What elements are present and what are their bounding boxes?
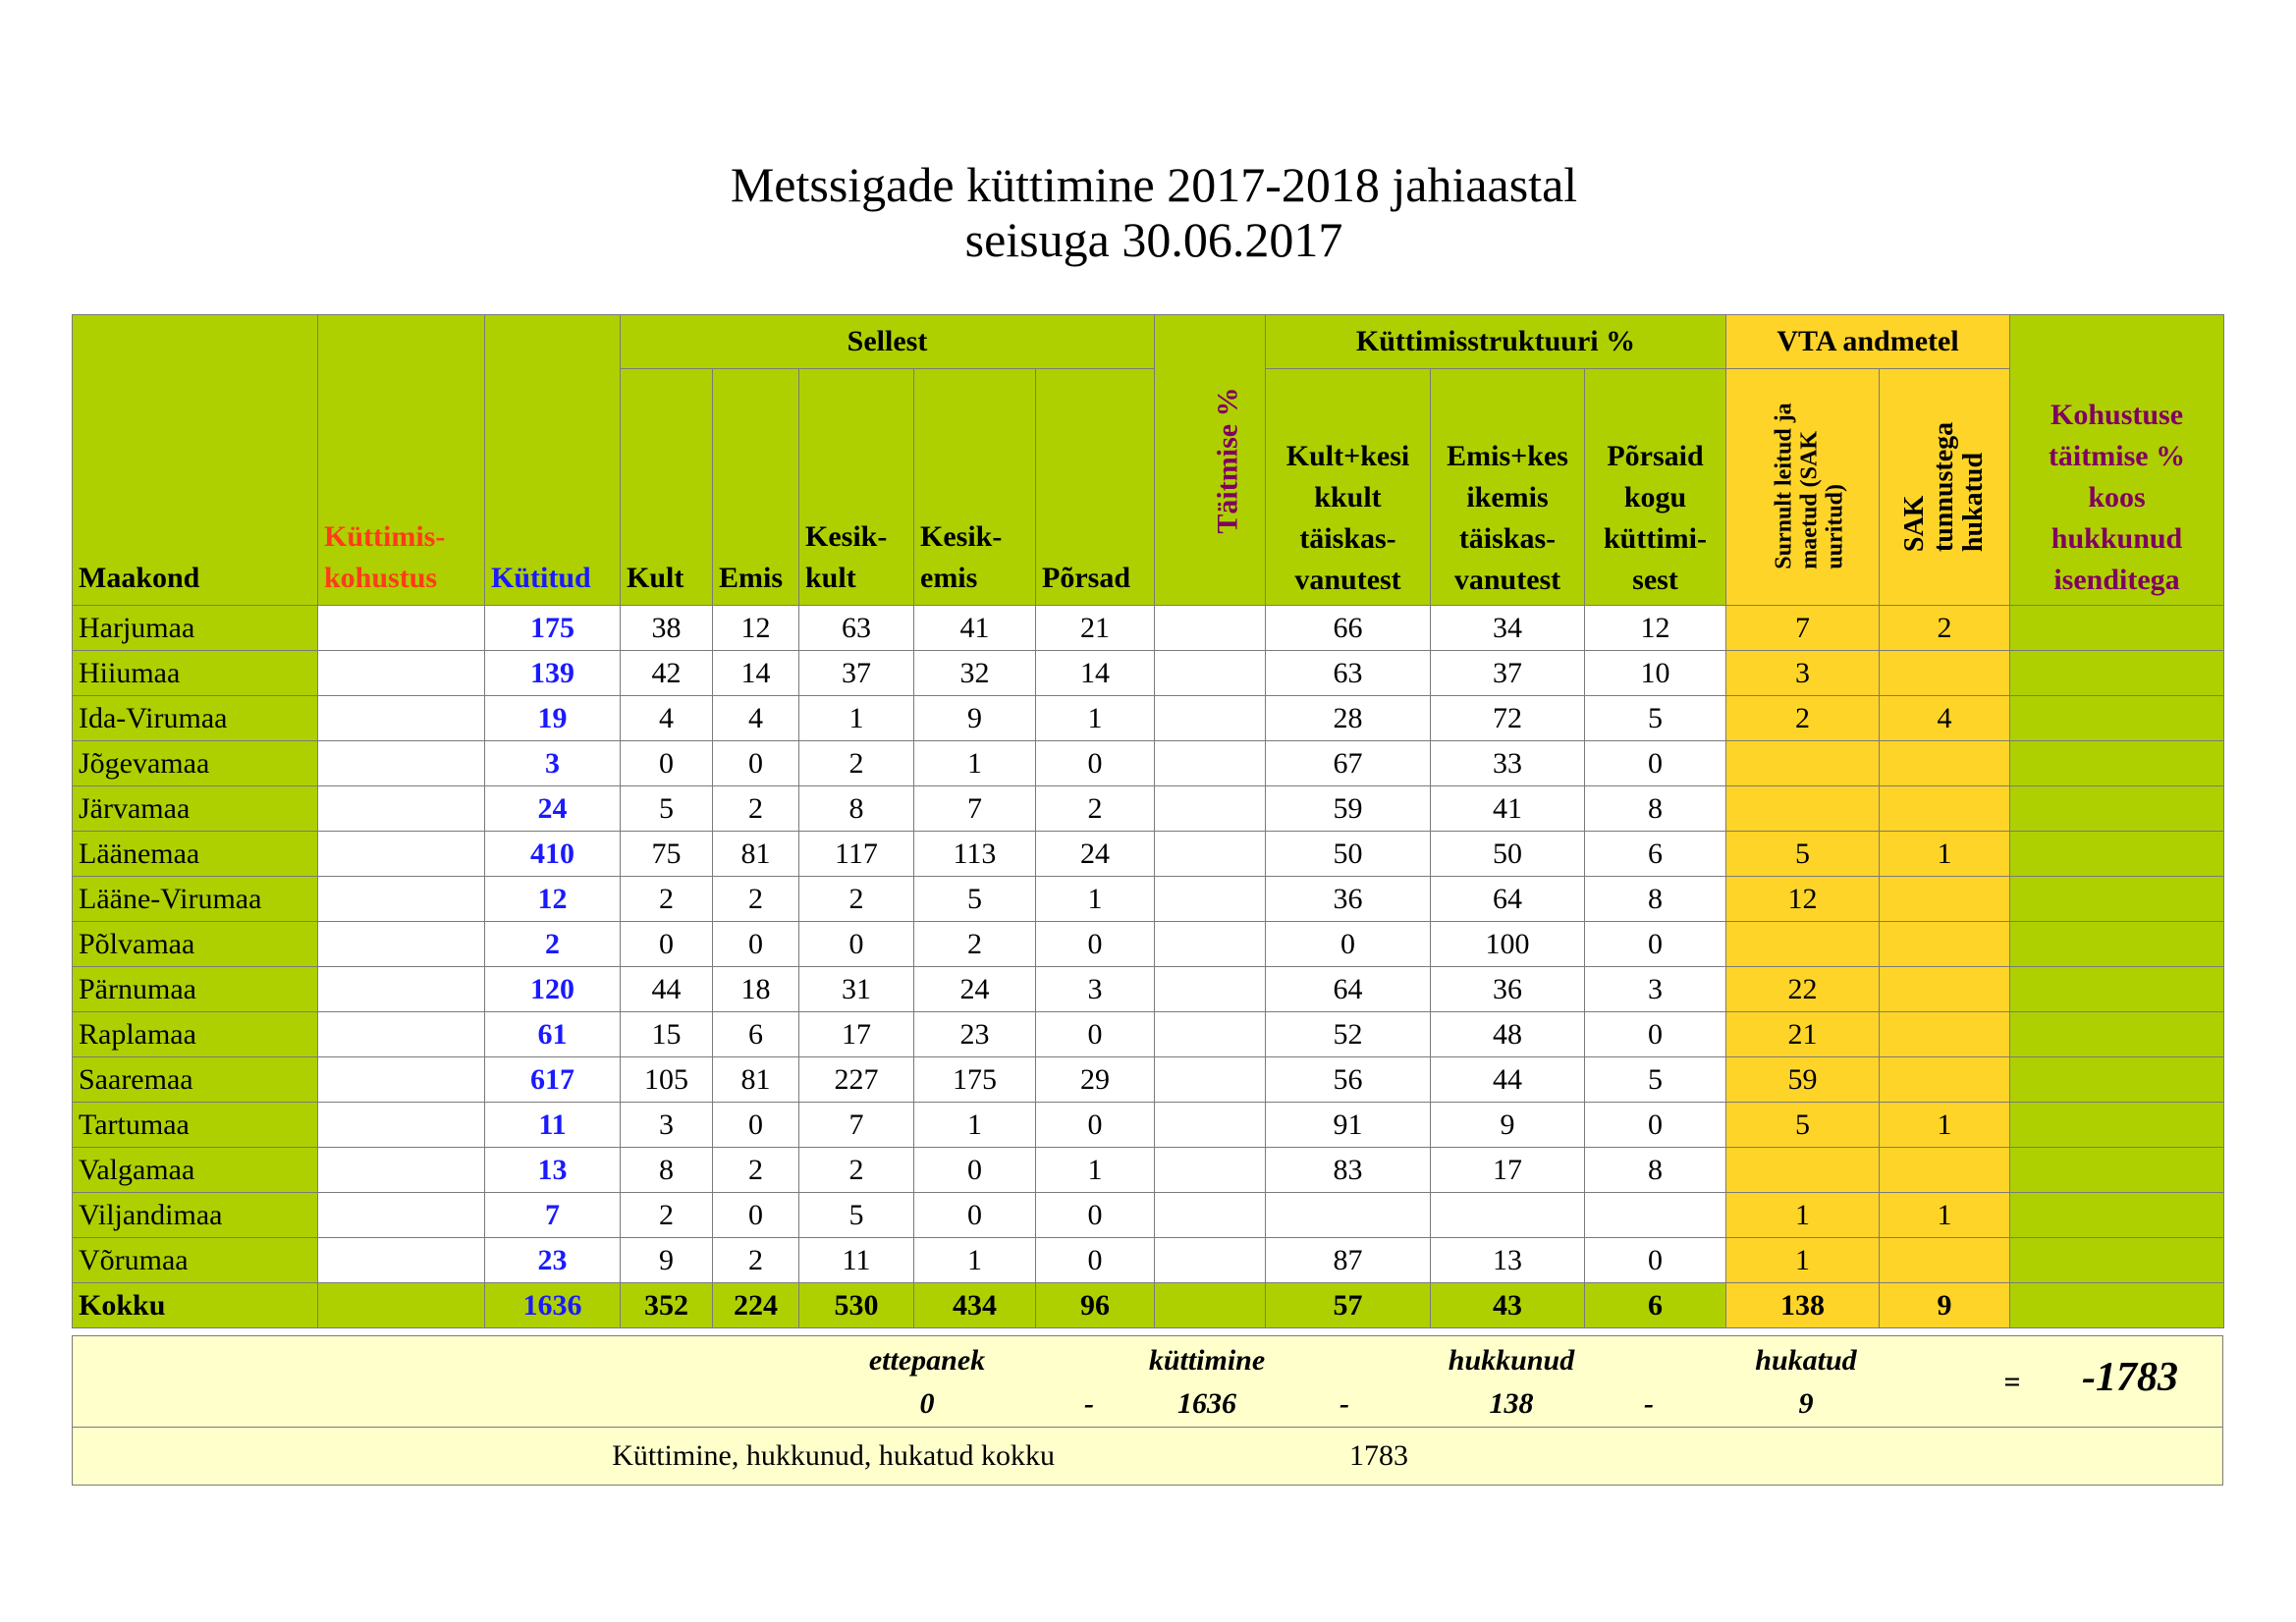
cell-porsaid: 8: [1585, 786, 1726, 832]
cell-kohustus: [2010, 1193, 2224, 1238]
cell-sak: [1880, 786, 2010, 832]
cell-porsad: 96: [1036, 1283, 1155, 1328]
cell-surnult: 138: [1726, 1283, 1880, 1328]
cell-maakond: Saaremaa: [73, 1057, 318, 1103]
cell-taitmise: [1155, 1057, 1266, 1103]
cell-taitmise: [1155, 832, 1266, 877]
cell-emis: 12: [713, 606, 799, 651]
cell-kyttimiskohustus: [318, 1238, 485, 1283]
cell-porsad: 1: [1036, 696, 1155, 741]
hunting-table: [72, 314, 2224, 1328]
cell-emiskes: 100: [1431, 922, 1585, 967]
cell-kult: 0: [621, 922, 713, 967]
cell-kohustus: [2010, 1057, 2224, 1103]
cell-maakond: Viljandimaa: [73, 1193, 318, 1238]
cell-emiskes: 9: [1431, 1103, 1585, 1148]
cell-porsaid: 6: [1585, 1283, 1726, 1328]
cell-emiskes: 13: [1431, 1238, 1585, 1283]
cell-kult: 0: [621, 741, 713, 786]
header-vta: VTA andmetel: [1726, 315, 2010, 369]
cell-taitmise: [1155, 1103, 1266, 1148]
table-row: [73, 696, 2224, 741]
table-row: [73, 1238, 2224, 1283]
cell-porsad: 0: [1036, 1193, 1155, 1238]
cell-sak: 2: [1880, 606, 2010, 651]
cell-kytitud: 139: [485, 651, 621, 696]
cell-kult: 4: [621, 696, 713, 741]
hukatud-value: 9: [1798, 1387, 1814, 1420]
cell-sak: 1: [1880, 832, 2010, 877]
cell-kesikemis: 175: [914, 1057, 1036, 1103]
cell-kytitud: 617: [485, 1057, 621, 1103]
cell-emiskes: 43: [1431, 1283, 1585, 1328]
cell-kohustus: [2010, 922, 2224, 967]
table-row: [73, 1012, 2224, 1057]
cell-porsaid: 0: [1585, 1012, 1726, 1057]
cell-sak: [1880, 922, 2010, 967]
cell-sak: 1: [1880, 1193, 2010, 1238]
cell-porsad: 0: [1036, 1238, 1155, 1283]
header-kult: Kult: [621, 369, 713, 606]
cell-kytitud: 2: [485, 922, 621, 967]
cell-surnult: 22: [1726, 967, 1880, 1012]
header-kohustus: Kohustuse täitmise % koos hukkunud isenditega: [2010, 315, 2224, 606]
minus-3: -: [1644, 1387, 1654, 1420]
cell-emiskes: 37: [1431, 651, 1585, 696]
cell-kyttimiskohustus: [318, 922, 485, 967]
cell-kesikemis: 2: [914, 922, 1036, 967]
table-row: [73, 1103, 2224, 1148]
cell-surnult: [1726, 922, 1880, 967]
cell-kesikkult: 11: [799, 1238, 914, 1283]
kyttimine-value: 1636: [1177, 1387, 1236, 1420]
cell-taitmise: [1155, 922, 1266, 967]
table-row: [73, 922, 2224, 967]
cell-kesikkult: 8: [799, 786, 914, 832]
cell-kult: 2: [621, 877, 713, 922]
cell-kultkesi: 0: [1266, 922, 1431, 967]
cell-sak: [1880, 1057, 2010, 1103]
cell-kultkesi: 63: [1266, 651, 1431, 696]
cell-taitmise: [1155, 1012, 1266, 1057]
header-taitmise: Täitmise %: [1155, 315, 1266, 606]
cell-kyttimiskohustus: [318, 1012, 485, 1057]
cell-porsad: 21: [1036, 606, 1155, 651]
header-kultkesi: Kult+kesi kkult täiskas- vanutest: [1266, 369, 1431, 606]
cell-taitmise: [1155, 1148, 1266, 1193]
table-row: [73, 1057, 2224, 1103]
cell-kultkesi: 66: [1266, 606, 1431, 651]
cell-maakond: Harjumaa: [73, 606, 318, 651]
cell-kohustus: [2010, 741, 2224, 786]
cell-porsaid: 0: [1585, 922, 1726, 967]
table-row: [73, 877, 2224, 922]
cell-surnult: 7: [1726, 606, 1880, 651]
cell-kohustus: [2010, 1238, 2224, 1283]
cell-kohustus: [2010, 786, 2224, 832]
cell-sak: [1880, 967, 2010, 1012]
cell-emis: 224: [713, 1283, 799, 1328]
cell-kultkesi: 87: [1266, 1238, 1431, 1283]
table-row: [73, 741, 2224, 786]
cell-maakond: Raplamaa: [73, 1012, 318, 1057]
cell-emis: 4: [713, 696, 799, 741]
cell-maakond: Jõgevamaa: [73, 741, 318, 786]
title-line-2: seisuga 30.06.2017: [964, 212, 1343, 267]
header-maakond: Maakond: [73, 315, 318, 606]
cell-kult: 42: [621, 651, 713, 696]
cell-surnult: [1726, 1148, 1880, 1193]
cell-kytitud: 7: [485, 1193, 621, 1238]
cell-emiskes: 64: [1431, 877, 1585, 922]
header-emis: Emis: [713, 369, 799, 606]
cell-kult: 75: [621, 832, 713, 877]
cell-emis: 0: [713, 1103, 799, 1148]
cell-kohustus: [2010, 606, 2224, 651]
summary-row: [73, 1428, 2223, 1486]
cell-emis: 81: [713, 832, 799, 877]
cell-porsaid: 3: [1585, 967, 1726, 1012]
cell-kult: 3: [621, 1103, 713, 1148]
cell-sak: 4: [1880, 696, 2010, 741]
cell-emiskes: 17: [1431, 1148, 1585, 1193]
cell-kult: 8: [621, 1148, 713, 1193]
cell-porsaid: 8: [1585, 877, 1726, 922]
page-title: [0, 157, 2296, 267]
table-row: [73, 967, 2224, 1012]
cell-maakond: Valgamaa: [73, 1148, 318, 1193]
cell-emis: 2: [713, 877, 799, 922]
cell-kultkesi: 91: [1266, 1103, 1431, 1148]
cell-kesikkult: 530: [799, 1283, 914, 1328]
cell-kesikkult: 227: [799, 1057, 914, 1103]
cell-porsaid: 5: [1585, 1057, 1726, 1103]
cell-kesikkult: 63: [799, 606, 914, 651]
hukkunud-label: hukkunud: [1448, 1344, 1575, 1377]
cell-porsad: 24: [1036, 832, 1155, 877]
minus-1: -: [1084, 1387, 1094, 1420]
cell-emiskes: 50: [1431, 832, 1585, 877]
cell-porsad: 0: [1036, 1103, 1155, 1148]
cell-maakond: Võrumaa: [73, 1238, 318, 1283]
cell-porsad: 0: [1036, 1012, 1155, 1057]
cell-kytitud: 1636: [485, 1283, 621, 1328]
header-kyttimiskohustus: Küttimis- kohustus: [318, 315, 485, 606]
cell-porsaid: 0: [1585, 741, 1726, 786]
cell-kesikemis: 1: [914, 741, 1036, 786]
cell-taitmise: [1155, 651, 1266, 696]
cell-kesikkult: 117: [799, 832, 914, 877]
cell-surnult: 59: [1726, 1057, 1880, 1103]
cell-porsaid: 5: [1585, 696, 1726, 741]
cell-taitmise: [1155, 1283, 1266, 1328]
cell-porsad: 2: [1036, 786, 1155, 832]
cell-maakond: Läänemaa: [73, 832, 318, 877]
cell-emiskes: 72: [1431, 696, 1585, 741]
cell-kesikkult: 1: [799, 696, 914, 741]
cell-kesikemis: 113: [914, 832, 1036, 877]
header-porsad: Põrsad: [1036, 369, 1155, 606]
cell-emiskes: [1431, 1193, 1585, 1238]
cell-surnult: 1: [1726, 1193, 1880, 1238]
cell-emis: 2: [713, 786, 799, 832]
cell-kesikemis: 32: [914, 651, 1036, 696]
cell-kytitud: 410: [485, 832, 621, 877]
cell-porsad: 0: [1036, 922, 1155, 967]
cell-surnult: 12: [1726, 877, 1880, 922]
cell-emis: 0: [713, 1193, 799, 1238]
cell-kyttimiskohustus: [318, 1193, 485, 1238]
cell-taitmise: [1155, 877, 1266, 922]
cell-maakond: Kokku: [73, 1283, 318, 1328]
header-surnult: Surnult leitud ja maetud (SAK uuritud): [1726, 369, 1880, 606]
cell-kohustus: [2010, 877, 2224, 922]
cell-kytitud: 175: [485, 606, 621, 651]
table-row: [73, 832, 2224, 877]
cell-kesikkult: 2: [799, 1148, 914, 1193]
table-row: [73, 651, 2224, 696]
cell-kohustus: [2010, 967, 2224, 1012]
cell-kesikkult: 17: [799, 1012, 914, 1057]
cell-surnult: [1726, 786, 1880, 832]
cell-kohustus: [2010, 651, 2224, 696]
cell-maakond: Tartumaa: [73, 1103, 318, 1148]
cell-kesikkult: 2: [799, 877, 914, 922]
cell-porsad: 14: [1036, 651, 1155, 696]
cell-taitmise: [1155, 1238, 1266, 1283]
cell-maakond: Ida-Virumaa: [73, 696, 318, 741]
total-row: [73, 1283, 2224, 1328]
cell-kultkesi: 64: [1266, 967, 1431, 1012]
cell-emis: 18: [713, 967, 799, 1012]
cell-kesikemis: 5: [914, 877, 1036, 922]
cell-taitmise: [1155, 1193, 1266, 1238]
hukatud-label: hukatud: [1755, 1344, 1857, 1377]
cell-kult: 9: [621, 1238, 713, 1283]
cell-sak: [1880, 1148, 2010, 1193]
cell-emiskes: 44: [1431, 1057, 1585, 1103]
cell-maakond: Põlvamaa: [73, 922, 318, 967]
minus-2: -: [1339, 1387, 1349, 1420]
cell-taitmise: [1155, 696, 1266, 741]
cell-porsaid: 6: [1585, 832, 1726, 877]
cell-kytitud: 61: [485, 1012, 621, 1057]
cell-emiskes: 33: [1431, 741, 1585, 786]
cell-porsaid: 0: [1585, 1103, 1726, 1148]
header-emiskes: Emis+kes ikemis täiskas- vanutest: [1431, 369, 1585, 606]
cell-kytitud: 24: [485, 786, 621, 832]
cell-taitmise: [1155, 741, 1266, 786]
header-struktuur: Küttimisstruktuuri %: [1266, 315, 1726, 369]
cell-emiskes: 36: [1431, 967, 1585, 1012]
cell-sak: [1880, 651, 2010, 696]
cell-kult: 44: [621, 967, 713, 1012]
cell-kesikemis: 41: [914, 606, 1036, 651]
cell-surnult: 21: [1726, 1012, 1880, 1057]
cell-emis: 14: [713, 651, 799, 696]
cell-emis: 2: [713, 1238, 799, 1283]
cell-maakond: Hiiumaa: [73, 651, 318, 696]
cell-sak: [1880, 741, 2010, 786]
cell-kesikemis: 1: [914, 1103, 1036, 1148]
cell-kyttimiskohustus: [318, 741, 485, 786]
cell-kult: 352: [621, 1283, 713, 1328]
cell-taitmise: [1155, 967, 1266, 1012]
header-kesikkult: Kesik- kult: [799, 369, 914, 606]
cell-kyttimiskohustus: [318, 696, 485, 741]
cell-kesikkult: 5: [799, 1193, 914, 1238]
cell-kohustus: [2010, 1283, 2224, 1328]
cell-kult: 105: [621, 1057, 713, 1103]
cell-kultkesi: 36: [1266, 877, 1431, 922]
cell-kesikkult: 7: [799, 1103, 914, 1148]
cell-kesikemis: 24: [914, 967, 1036, 1012]
title-line-1: Metssigade küttimine 2017-2018 jahiaastal: [730, 157, 1578, 212]
cell-emiskes: 41: [1431, 786, 1585, 832]
cell-kultkesi: [1266, 1193, 1431, 1238]
cell-emis: 0: [713, 922, 799, 967]
header-sellest: Sellest: [621, 315, 1155, 369]
table-row: [73, 606, 2224, 651]
formula-row: [73, 1336, 2223, 1428]
cell-kytitud: 12: [485, 877, 621, 922]
cell-kultkesi: 56: [1266, 1057, 1431, 1103]
cell-kultkesi: 83: [1266, 1148, 1431, 1193]
cell-kult: 2: [621, 1193, 713, 1238]
cell-kytitud: 11: [485, 1103, 621, 1148]
cell-kultkesi: 59: [1266, 786, 1431, 832]
cell-sak: 1: [1880, 1103, 2010, 1148]
cell-sak: [1880, 1238, 2010, 1283]
cell-kesikkult: 0: [799, 922, 914, 967]
table-row: [73, 1148, 2224, 1193]
cell-kytitud: 3: [485, 741, 621, 786]
cell-emis: 6: [713, 1012, 799, 1057]
header-kytitud: Kütitud: [485, 315, 621, 606]
cell-surnult: 1: [1726, 1238, 1880, 1283]
header-porsaid: Põrsaid kogu küttimi- sest: [1585, 369, 1726, 606]
cell-kyttimiskohustus: [318, 606, 485, 651]
cell-emiskes: 34: [1431, 606, 1585, 651]
cell-taitmise: [1155, 786, 1266, 832]
cell-porsad: 1: [1036, 1148, 1155, 1193]
cell-kytitud: 23: [485, 1238, 621, 1283]
summary-value: 1783: [1349, 1439, 1408, 1472]
cell-kohustus: [2010, 1103, 2224, 1148]
cell-kohustus: [2010, 1012, 2224, 1057]
cell-maakond: Järvamaa: [73, 786, 318, 832]
cell-kesikemis: 1: [914, 1238, 1036, 1283]
cell-kultkesi: 52: [1266, 1012, 1431, 1057]
cell-emiskes: 48: [1431, 1012, 1585, 1057]
cell-porsaid: 12: [1585, 606, 1726, 651]
cell-kohustus: [2010, 832, 2224, 877]
cell-maakond: Pärnumaa: [73, 967, 318, 1012]
cell-kult: 15: [621, 1012, 713, 1057]
cell-kyttimiskohustus: [318, 1057, 485, 1103]
cell-kultkesi: 57: [1266, 1283, 1431, 1328]
cell-porsad: 1: [1036, 877, 1155, 922]
cell-emis: 0: [713, 741, 799, 786]
header-sak: SAK tunnustega hukatud: [1880, 369, 2010, 606]
cell-maakond: Lääne-Virumaa: [73, 877, 318, 922]
cell-emis: 2: [713, 1148, 799, 1193]
cell-taitmise: [1155, 606, 1266, 651]
header-kesikemis: Kesik- emis: [914, 369, 1036, 606]
cell-porsaid: 0: [1585, 1238, 1726, 1283]
cell-kesikemis: 9: [914, 696, 1036, 741]
cell-kyttimiskohustus: [318, 651, 485, 696]
cell-kultkesi: 50: [1266, 832, 1431, 877]
cell-kyttimiskohustus: [318, 1148, 485, 1193]
cell-surnult: 2: [1726, 696, 1880, 741]
cell-porsad: 3: [1036, 967, 1155, 1012]
cell-kyttimiskohustus: [318, 786, 485, 832]
ettepanek-value: 0: [919, 1387, 935, 1420]
cell-kytitud: 120: [485, 967, 621, 1012]
table-row: [73, 1193, 2224, 1238]
kyttimine-label: küttimine: [1148, 1344, 1266, 1377]
cell-kohustus: [2010, 696, 2224, 741]
ettepanek-label: ettepanek: [868, 1344, 986, 1377]
cell-kesikemis: 0: [914, 1193, 1036, 1238]
cell-kyttimiskohustus: [318, 1103, 485, 1148]
cell-kesikemis: 434: [914, 1283, 1036, 1328]
cell-kesikemis: 23: [914, 1012, 1036, 1057]
cell-kohustus: [2010, 1148, 2224, 1193]
cell-kultkesi: 67: [1266, 741, 1431, 786]
cell-kult: 38: [621, 606, 713, 651]
result-value: -1783: [2082, 1355, 2178, 1400]
cell-porsaid: 8: [1585, 1148, 1726, 1193]
cell-porsaid: [1585, 1193, 1726, 1238]
cell-surnult: [1726, 741, 1880, 786]
cell-surnult: 5: [1726, 1103, 1880, 1148]
cell-kesikemis: 7: [914, 786, 1036, 832]
cell-kultkesi: 28: [1266, 696, 1431, 741]
summary-table: [72, 1335, 2223, 1486]
cell-kyttimiskohustus: [318, 967, 485, 1012]
cell-kyttimiskohustus: [318, 1283, 485, 1328]
equals-sign: =: [2003, 1366, 2021, 1398]
cell-porsad: 29: [1036, 1057, 1155, 1103]
cell-sak: [1880, 877, 2010, 922]
hukkunud-value: 138: [1489, 1387, 1534, 1420]
cell-porsaid: 10: [1585, 651, 1726, 696]
cell-kesikemis: 0: [914, 1148, 1036, 1193]
cell-kult: 5: [621, 786, 713, 832]
cell-surnult: 3: [1726, 651, 1880, 696]
summary-label: Küttimine, hukkunud, hukatud kokku: [612, 1439, 1055, 1472]
table-row: [73, 786, 2224, 832]
cell-sak: [1880, 1012, 2010, 1057]
cell-emis: 81: [713, 1057, 799, 1103]
cell-kyttimiskohustus: [318, 877, 485, 922]
cell-kesikkult: 2: [799, 741, 914, 786]
cell-kytitud: 13: [485, 1148, 621, 1193]
cell-kytitud: 19: [485, 696, 621, 741]
cell-kesikkult: 37: [799, 651, 914, 696]
cell-sak: 9: [1880, 1283, 2010, 1328]
cell-porsad: 0: [1036, 741, 1155, 786]
cell-kyttimiskohustus: [318, 832, 485, 877]
cell-kesikkult: 31: [799, 967, 914, 1012]
cell-surnult: 5: [1726, 832, 1880, 877]
